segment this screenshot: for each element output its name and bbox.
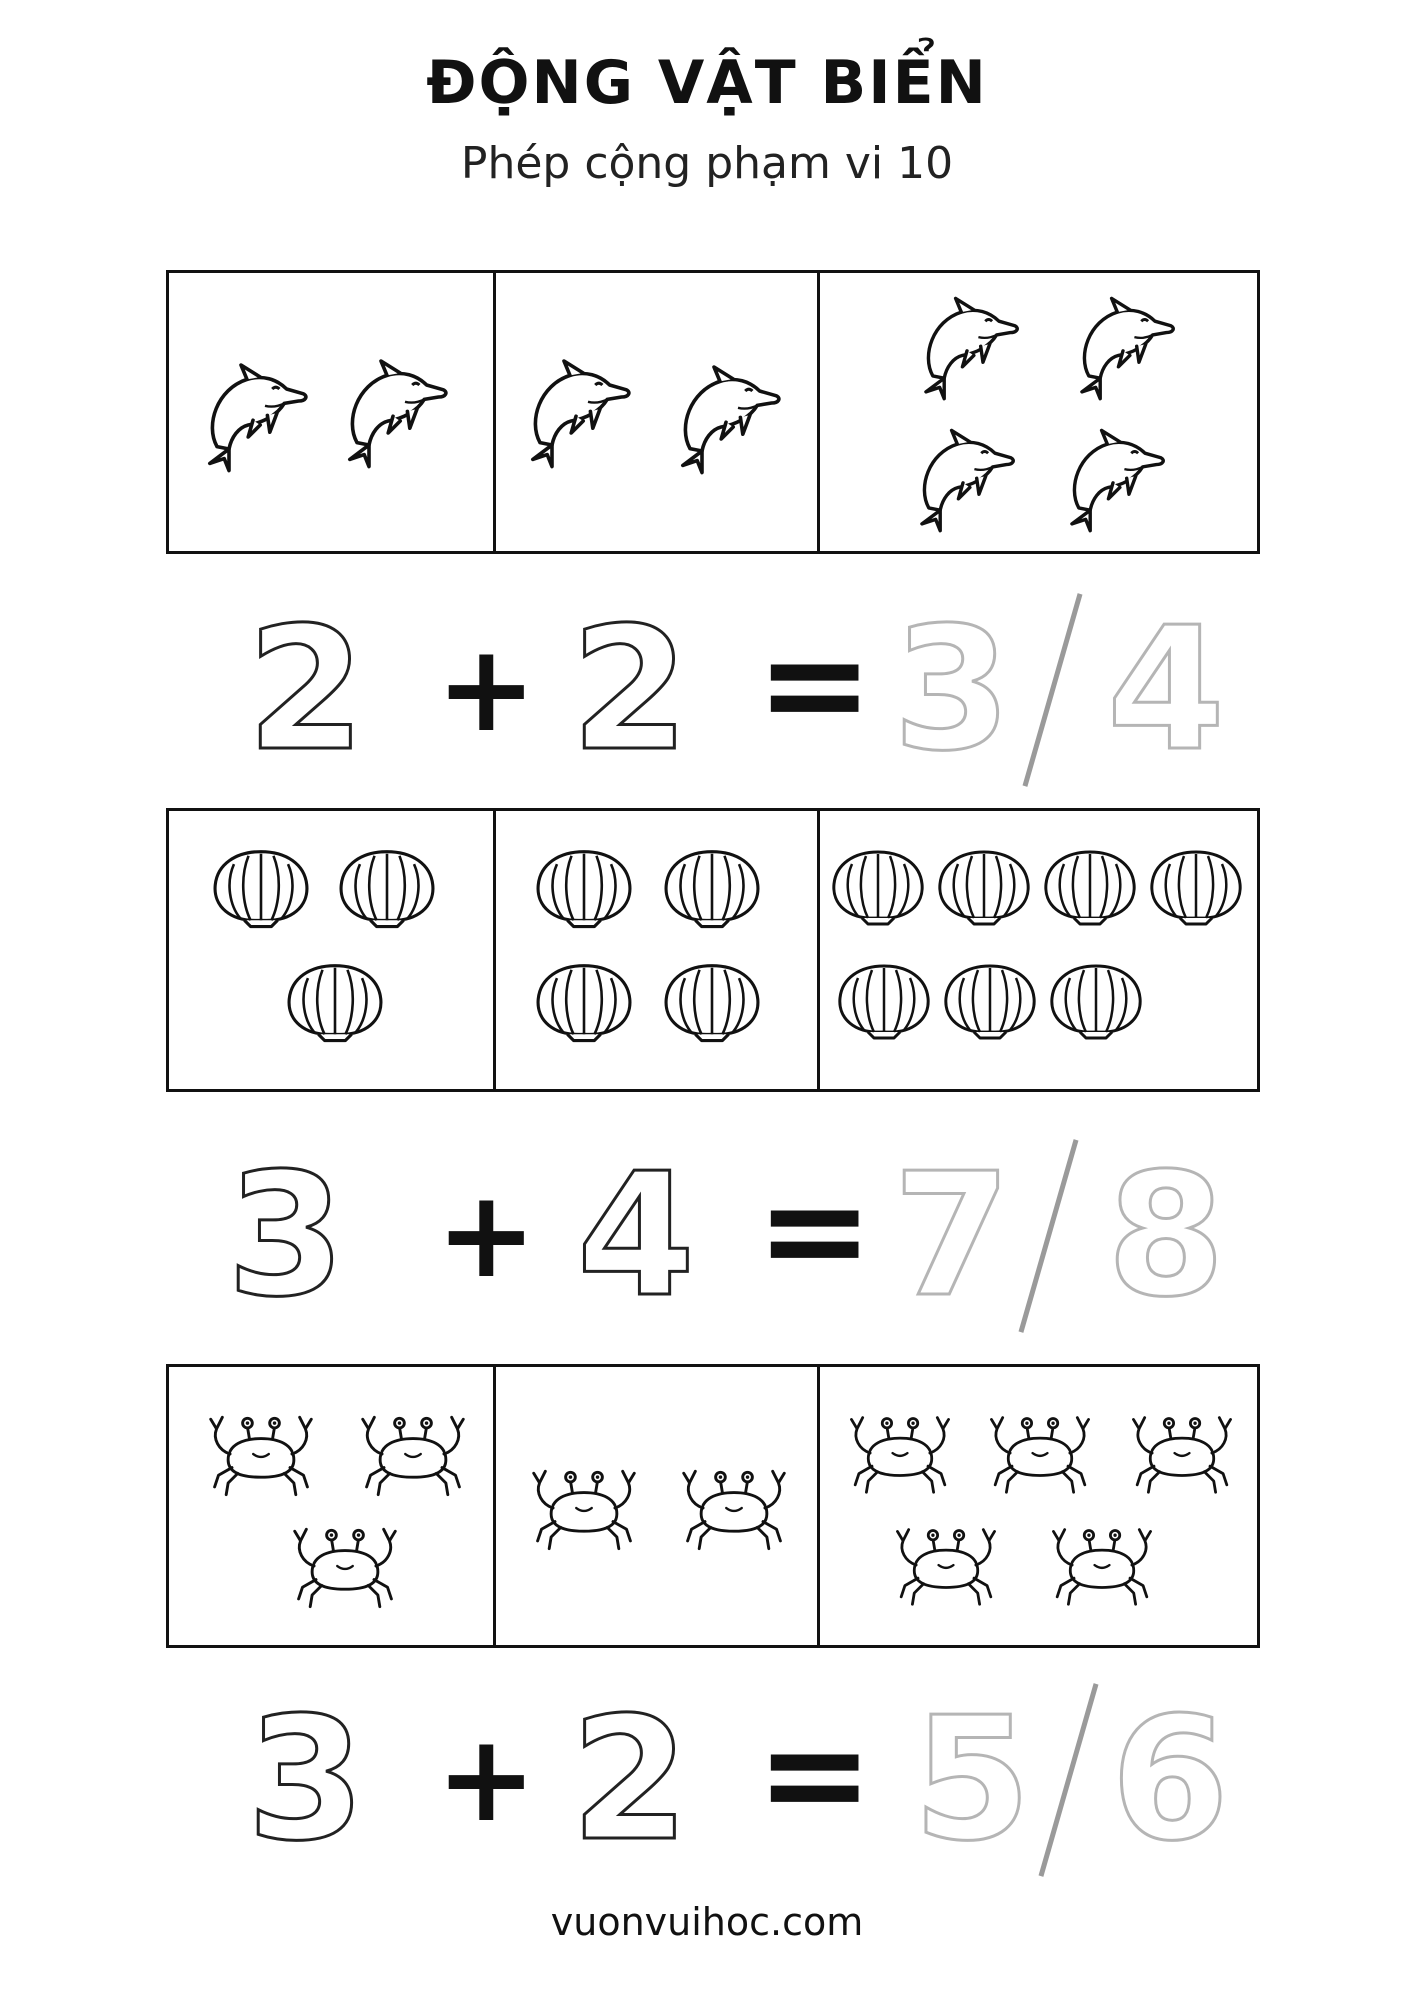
- crab-icon: [890, 1523, 1002, 1609]
- choice-separator: [1023, 593, 1083, 787]
- addend-a: 3: [246, 1681, 366, 1879]
- addend-b: 4: [576, 1137, 696, 1335]
- answer-choice-1[interactable]: 3: [892, 591, 1012, 789]
- crab-icon: [844, 1411, 956, 1497]
- answer-choice-1[interactable]: 7: [892, 1137, 1012, 1335]
- shell-icon: [940, 959, 1040, 1041]
- group-total: [820, 811, 1257, 1089]
- crab-icon: [1126, 1411, 1238, 1497]
- crab-icon: [984, 1411, 1096, 1497]
- plus-sign: +: [436, 1710, 537, 1849]
- picture-panel: [166, 270, 1260, 554]
- choice-separator: [1039, 1683, 1099, 1877]
- dolphin-icon: [1066, 287, 1180, 401]
- group-total: [820, 273, 1257, 551]
- shell-icon: [532, 959, 636, 1043]
- shell-icon: [934, 845, 1034, 927]
- answer-choice-2[interactable]: 4: [1106, 591, 1226, 789]
- equation: [166, 591, 1260, 789]
- dolphin-icon: [1056, 419, 1170, 533]
- dolphin-icon: [666, 355, 786, 475]
- shell-icon: [1146, 845, 1246, 927]
- shell-icon: [283, 959, 387, 1043]
- picture-panel: [166, 808, 1260, 1092]
- crab-icon: [287, 1523, 403, 1611]
- shell-icon: [532, 845, 636, 929]
- crab-icon: [355, 1411, 471, 1499]
- group-total: [820, 1367, 1257, 1645]
- dolphin-icon: [906, 419, 1020, 533]
- equals-sign[interactable]: =: [756, 603, 874, 766]
- shell-icon: [1040, 845, 1140, 927]
- dolphin-icon: [193, 353, 313, 473]
- shell-icon: [834, 959, 934, 1041]
- crab-icon: [203, 1411, 319, 1499]
- dolphin-icon: [516, 349, 636, 469]
- group-b: [496, 811, 817, 1089]
- group-a: [169, 811, 493, 1089]
- group-b: [496, 1367, 817, 1645]
- dolphin-icon: [910, 287, 1024, 401]
- crab-icon: [526, 1465, 642, 1553]
- answer-choice-1[interactable]: 5: [912, 1681, 1032, 1879]
- crab-icon: [1046, 1523, 1158, 1609]
- answer-choice-2[interactable]: 8: [1106, 1137, 1226, 1335]
- group-b: [496, 273, 817, 551]
- shell-icon: [828, 845, 928, 927]
- equation: [166, 1137, 1260, 1335]
- shell-icon: [209, 845, 313, 929]
- shell-icon: [660, 845, 764, 929]
- plus-sign: +: [436, 1166, 537, 1305]
- plus-sign: +: [436, 620, 537, 759]
- page-title: ĐỘNG VẬT BIỂN: [426, 48, 988, 118]
- picture-panel: [166, 1364, 1260, 1648]
- equals-sign[interactable]: =: [756, 1693, 874, 1856]
- addend-b: 2: [570, 591, 690, 789]
- addend-b: 2: [570, 1681, 690, 1879]
- addend-a: 3: [226, 1137, 346, 1335]
- equals-sign[interactable]: =: [756, 1149, 874, 1312]
- page-subtitle: Phép cộng phạm vi 10: [460, 138, 954, 189]
- dolphin-icon: [333, 349, 453, 469]
- group-a: [169, 1367, 493, 1645]
- footer-website: vuonvuihoc.com: [550, 1900, 864, 1944]
- group-a: [169, 273, 493, 551]
- addend-a: 2: [246, 591, 366, 789]
- shell-icon: [335, 845, 439, 929]
- equation: [166, 1681, 1260, 1879]
- shell-icon: [660, 959, 764, 1043]
- crab-icon: [676, 1465, 792, 1553]
- shell-icon: [1046, 959, 1146, 1041]
- answer-choice-2[interactable]: 6: [1110, 1681, 1230, 1879]
- choice-separator: [1019, 1139, 1079, 1333]
